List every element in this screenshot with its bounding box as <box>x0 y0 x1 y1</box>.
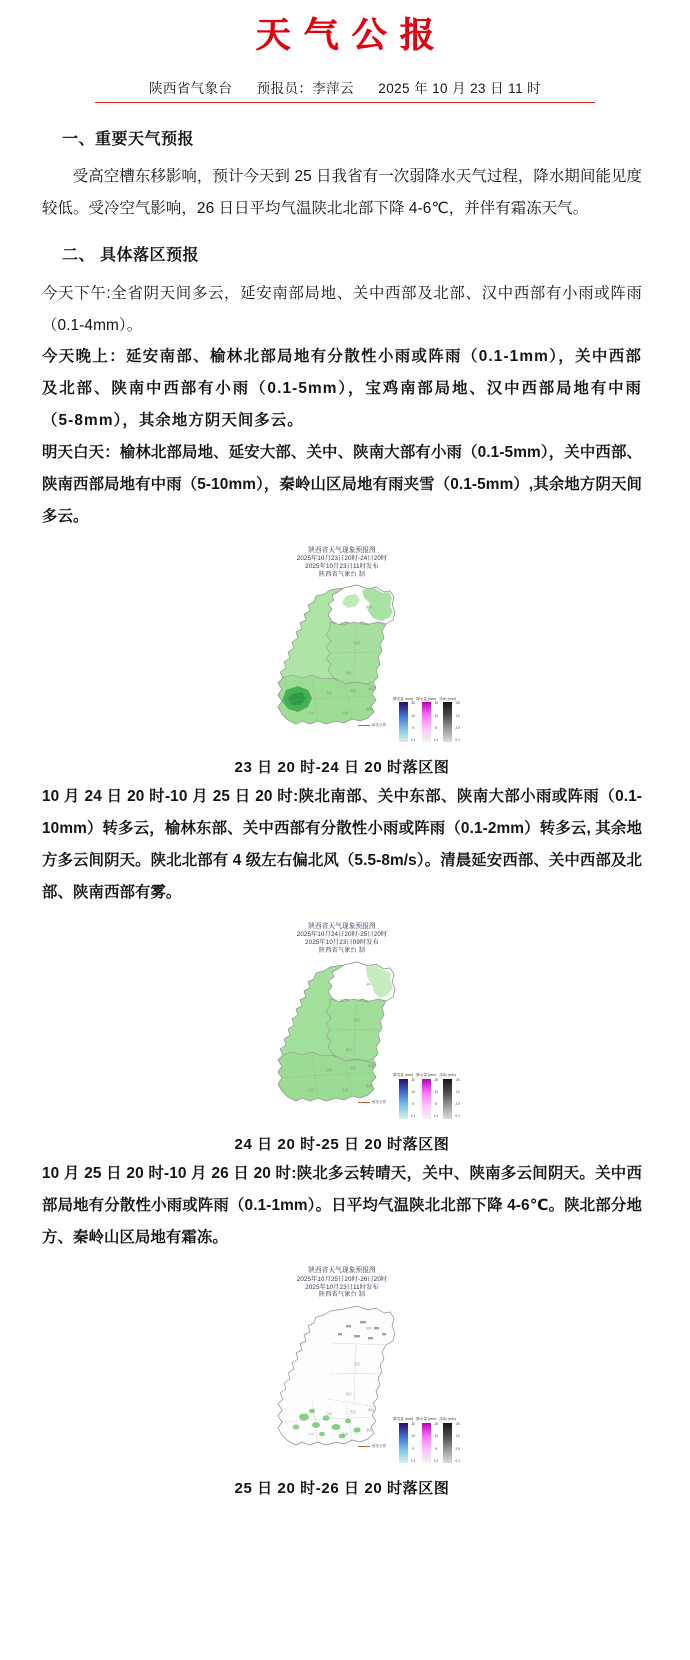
legend-freezing-tick-0: 25 <box>455 701 460 706</box>
map-2-header-line-1: 陕西省天气现象预报图 <box>308 923 376 931</box>
forecast-tonight: 今天晚上：延安南部、榆林北部局地有分散性小雨或阵雨（0.1-1mm），关中西部及北部、陕南中西部有小雨（0.1-5mm），宝鸡南部局地、汉中西部局地有中雨（5-8mm），其余地方阴天间多云。 <box>42 348 642 430</box>
legend-column-snow <box>393 1417 416 1463</box>
map-2-legend-line-label: 雨雪分界 <box>371 1099 386 1104</box>
svg-text:宝鸡: 宝鸡 <box>326 1067 333 1072</box>
map-2-header-line-2: 2025年10月24日20时-25日20时 <box>296 931 388 939</box>
svg-text:宝鸡: 宝鸡 <box>326 1412 333 1417</box>
svg-text:商洛: 商洛 <box>366 707 373 712</box>
svg-text:安康: 安康 <box>342 1087 349 1092</box>
map-2-header <box>226 919 458 955</box>
section-heading-2: 二、 具体落区预报 <box>62 247 199 265</box>
map-1-header <box>226 543 458 579</box>
svg-text:延安: 延安 <box>354 641 361 646</box>
map-3-stage <box>226 1299 458 1471</box>
legend-freezing-tick-1: 10 <box>455 713 460 718</box>
legend-snow-ticks <box>409 702 418 742</box>
map-2-legend <box>393 1073 460 1119</box>
legend-freezing-tick-2: 2.5 <box>455 1102 460 1107</box>
legend-freezing-caption: 冻雨 (mm) <box>439 1073 456 1077</box>
legend-rain-colorbar <box>422 701 439 743</box>
legend-freezing-tick-1: 10 <box>455 1090 460 1094</box>
map-card-1 <box>226 543 458 751</box>
legend-snow-tick-1: 10 <box>411 713 415 718</box>
svg-text:安康: 安康 <box>342 1432 349 1437</box>
forecast-block-24-25: 10 月 24 日 20 时-10 月 25 日 20 时:陕北南部、关中东部、陕南大部小雨或阵雨（0.1-10mm）转多云，榆林东部、关中西部有分散性小雨或阵雨（0.1-2mm）转多云, 其余地方多云间阴天。陕北北部有 4 级左右偏北风（5.5-8m/s）。清晨延安西部、关中西部及北部、陕南西部有雾。 <box>42 788 642 902</box>
legend-column-rain <box>416 696 439 743</box>
legend-rain-tick-2: 5 <box>435 1102 438 1107</box>
svg-text:宝鸡: 宝鸡 <box>326 691 333 696</box>
legend-rain-ticks <box>432 1079 441 1119</box>
legend-freezing-colorbar <box>443 701 460 743</box>
svg-text:铜川: 铜川 <box>346 1047 353 1052</box>
map-2-header-line-4: 陕西省气象台 制 <box>318 946 366 954</box>
legend-column-freezing-rain <box>439 1417 460 1463</box>
svg-text:商洛: 商洛 <box>366 1428 373 1433</box>
legend-freezing-caption: 冻雨 (mm) <box>439 696 456 701</box>
svg-text:榆林: 榆林 <box>366 981 373 986</box>
legend-rain-caption: 降水量 (mm) <box>416 1073 437 1077</box>
legend-snow-tick-3: 0.1 <box>410 1458 416 1463</box>
legend-freezing-tick-1: 10 <box>455 1434 460 1439</box>
legend-rain-colorbar <box>422 1077 439 1119</box>
map-2-legend-boundary-line <box>358 1100 386 1105</box>
map-3-legend <box>393 1417 460 1463</box>
map-3-header <box>226 1263 458 1299</box>
legend-freezing-tick-3: 0.1 <box>455 1114 460 1119</box>
rain-snow-boundary-icon <box>358 1446 370 1447</box>
map-1-header-line-4: 陕西省气象台 制 <box>318 570 366 578</box>
legend-snow-tick-1: 10 <box>411 1434 415 1439</box>
svg-text:汉中: 汉中 <box>308 1432 315 1437</box>
map-3-legend-line-label: 雨雪分界 <box>371 1444 386 1449</box>
map-2-header-line-3: 2025年10月23日09时发布 <box>305 939 379 947</box>
legend-rain-caption: 降水量 (mm) <box>416 1417 437 1422</box>
legend-column-freezing-rain <box>439 1073 460 1119</box>
legend-rain-tick-1: 10 <box>434 1090 439 1094</box>
legend-rain-tick-0: 25 <box>434 701 439 706</box>
forecast-tomorrow-daytime: 明天白天：榆林北部局地、延安大部、关中、陕南大部有小雨（0.1-5mm），关中西部、陕南西部局地有中雨（5-10mm），秦岭山区局地有雨夹雪（0.1-5mm）,其余地方阴天间多云。 <box>42 444 642 525</box>
legend-snow-tick-0: 30 <box>411 1077 415 1082</box>
issuing-office: 陕西省气象台 <box>148 80 233 96</box>
svg-text:安康: 安康 <box>342 711 349 716</box>
svg-text:延安: 延安 <box>354 1017 361 1022</box>
map-card-2 <box>226 919 458 1127</box>
legend-freezing-tick-2: 2.5 <box>455 725 460 730</box>
byline-rule <box>95 79 595 103</box>
svg-text:渭南: 渭南 <box>368 687 375 692</box>
legend-column-freezing-rain <box>439 696 460 743</box>
svg-text:西安: 西安 <box>350 1065 357 1070</box>
legend-freezing-colorbar <box>443 1077 460 1119</box>
svg-text:商洛: 商洛 <box>366 1083 373 1088</box>
svg-text:汉中: 汉中 <box>308 1087 315 1092</box>
rain-snow-boundary-icon <box>358 1102 370 1103</box>
legend-rain-tick-0: 25 <box>434 1422 439 1427</box>
legend-snow-tick-3: 0.1 <box>410 738 416 743</box>
legend-rain-tick-3: 0.1 <box>434 1114 439 1119</box>
legend-rain-tick-2: 5 <box>435 725 438 730</box>
map-3-header-line-1: 陕西省天气现象预报图 <box>308 1267 376 1275</box>
legend-freezing-tick-3: 0.1 <box>455 1458 460 1463</box>
legend-freezing-tick-3: 0.1 <box>455 738 460 743</box>
legend-rain-ticks <box>432 1423 441 1463</box>
svg-text:渭南: 渭南 <box>368 1408 375 1413</box>
legend-snow-tick-2: 5 <box>412 1102 415 1107</box>
legend-snow-caption: 降雪量 (mm) <box>393 696 414 701</box>
legend-rain-tick-2: 5 <box>435 1446 438 1451</box>
map-3-caption: 25 日 20 时-26 日 20 时落区图 <box>234 1480 450 1498</box>
legend-rain-caption: 降水量 (mm) <box>416 696 437 701</box>
legend-snow-tick-0: 30 <box>411 701 415 706</box>
forecast-block-25-26: 10 月 25 日 20 时-10 月 26 日 20 时:陕北多云转晴天，关中、陕南多云间阴天。关中西部局地有分散性小雨或阵雨（0.1-1mm）。日平均气温陕北北部下降 4-6℃。陕北部分地方、秦岭山区局地有霜冻。 <box>42 1164 642 1246</box>
legend-freezing-tick-0: 25 <box>455 1077 460 1082</box>
legend-rain-ticks <box>432 702 441 742</box>
figure-map-3 <box>42 1263 642 1498</box>
legend-rain-tick-1: 10 <box>434 1434 439 1439</box>
map-1-header-line-3: 2025年10月23日11时发布 <box>305 562 379 570</box>
masthead <box>0 0 690 109</box>
map-1-legend-boundary-line <box>358 723 386 728</box>
svg-text:延安: 延安 <box>354 1362 361 1367</box>
svg-text:榆林: 榆林 <box>366 1326 373 1331</box>
legend-rain-tick-3: 0.1 <box>434 738 439 743</box>
map-2-stage <box>226 955 458 1127</box>
svg-text:汉中: 汉中 <box>308 711 315 716</box>
map-2-caption: 24 日 20 时-25 日 20 时落区图 <box>234 1135 450 1153</box>
page-title: 天气公报 <box>255 16 448 55</box>
section-1-paragraph-1: 受高空槽东移影响，预计今天到 25 日我省有一次弱降水天气过程，降水期间能见度较低。受冷空气影响，26 日日平均气温陕北北部下降 4-6℃，并伴有霜冻天气。 <box>42 168 642 218</box>
legend-freezing-ticks <box>453 702 462 742</box>
map-1-legend-line-label: 雨雪分界 <box>371 723 386 728</box>
section-heading-1: 一、重要天气预报 <box>62 131 195 149</box>
legend-column-snow <box>393 696 416 743</box>
legend-snow-colorbar <box>399 1422 416 1463</box>
legend-column-snow <box>393 1073 416 1119</box>
map-3-header-line-3: 2025年10月23日11时发布 <box>305 1283 379 1291</box>
legend-snow-colorbar <box>399 701 416 743</box>
map-1-stage <box>226 578 458 750</box>
map-3-header-line-4: 陕西省气象台 制 <box>318 1291 366 1299</box>
legend-freezing-colorbar <box>443 1422 460 1463</box>
map-3-legend-boundary-line <box>358 1444 386 1449</box>
map-1-header-line-1: 陕西省天气现象预报图 <box>308 546 376 554</box>
legend-rain-tick-0: 25 <box>434 1077 439 1082</box>
legend-snow-ticks <box>409 1423 418 1463</box>
map-1-caption: 23 日 20 时-24 日 20 时落区图 <box>234 759 450 777</box>
legend-snow-ticks <box>409 1079 418 1119</box>
byline <box>95 79 595 99</box>
rain-snow-boundary-icon <box>358 725 370 726</box>
legend-column-rain <box>416 1073 439 1119</box>
legend-snow-tick-2: 5 <box>412 725 415 730</box>
figure-map-1 <box>42 543 642 778</box>
legend-freezing-ticks <box>453 1079 462 1119</box>
legend-snow-tick-3: 0.1 <box>410 1114 416 1119</box>
map-card-3 <box>226 1263 458 1471</box>
legend-freezing-ticks <box>453 1423 462 1463</box>
svg-text:西安: 西安 <box>350 1410 357 1415</box>
legend-rain-tick-1: 10 <box>434 713 439 718</box>
legend-snow-tick-1: 10 <box>411 1090 415 1094</box>
svg-text:渭南: 渭南 <box>368 1063 375 1068</box>
forecaster: 预报员：李萍云 <box>256 80 354 96</box>
forecast-this-afternoon: 今天下午:全省阴天间多云，延安南部局地、关中西部及北部、汉中西部有小雨或阵雨（0.1-4mm）。 <box>42 284 642 334</box>
map-1-legend <box>393 696 460 743</box>
legend-snow-tick-0: 30 <box>411 1422 415 1427</box>
map-3-header-line-2: 2025年10月25日20时-26日20时 <box>296 1275 388 1283</box>
legend-freezing-tick-0: 25 <box>455 1422 460 1427</box>
map-1-header-line-2: 2025年10月23日20时-24日20时 <box>296 555 388 563</box>
legend-snow-colorbar <box>399 1077 416 1119</box>
legend-snow-caption: 降雪量 (mm) <box>393 1073 414 1077</box>
legend-rain-colorbar <box>422 1422 439 1463</box>
legend-rain-tick-3: 0.1 <box>434 1458 439 1463</box>
svg-text:西安: 西安 <box>350 689 357 694</box>
svg-text:铜川: 铜川 <box>346 1392 353 1397</box>
legend-snow-caption: 降雪量 (mm) <box>393 1417 414 1422</box>
legend-freezing-caption: 冻雨 (mm) <box>439 1417 456 1422</box>
legend-column-rain <box>416 1417 439 1463</box>
svg-text:铜川: 铜川 <box>346 671 353 676</box>
figure-map-2 <box>42 919 642 1154</box>
legend-snow-tick-2: 5 <box>412 1446 415 1451</box>
legend-freezing-tick-2: 2.5 <box>455 1446 460 1451</box>
issue-datetime: 2025 年 10 月 23 日 11 时 <box>378 80 542 96</box>
svg-text:榆林: 榆林 <box>366 605 373 610</box>
document-body <box>0 125 690 1498</box>
